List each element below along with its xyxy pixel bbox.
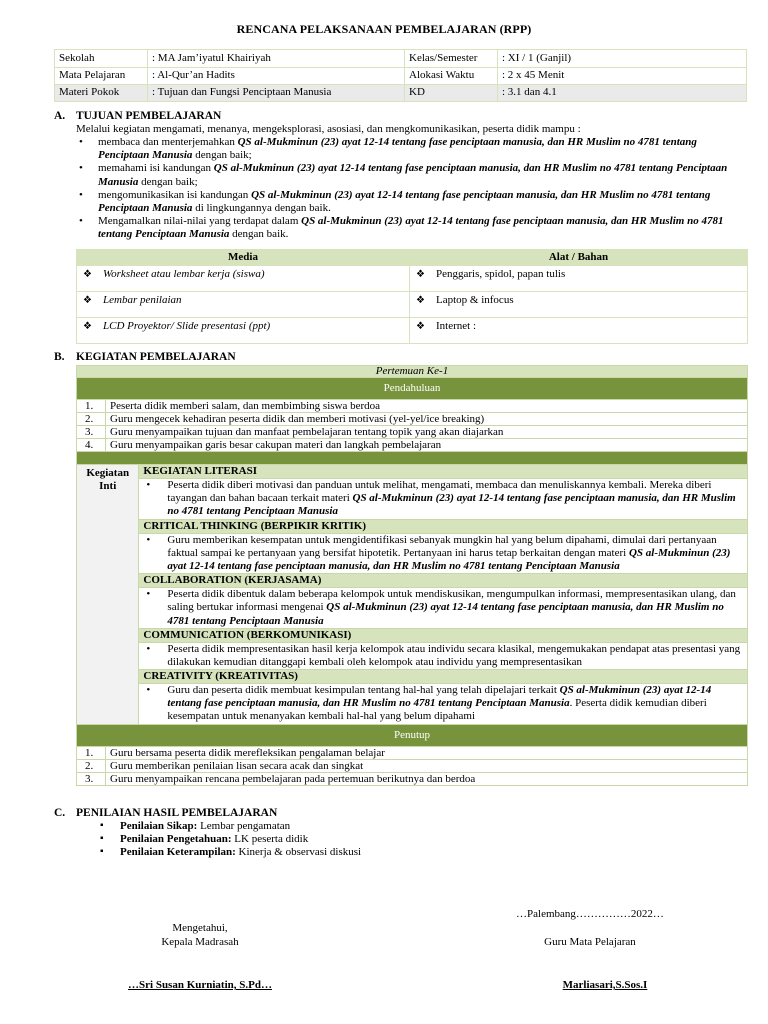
diamond-bullet-icon: ❖ [416,295,425,307]
info-label: Sekolah [55,50,148,68]
inti-subheading: KEGIATAN LITERASI [139,465,748,479]
media-row [77,318,748,344]
info-row [55,50,747,68]
info-label: KD [405,85,498,102]
section-title: TUJUAN PEMBELAJARAN [76,110,222,122]
info-label: Materi Pokok [55,85,148,102]
diamond-bullet-icon: ❖ [416,269,425,281]
penutup-row: 2. Guru memberikan penilaian lisan secara acak dan singkat [77,759,748,772]
meeting-label: Pertemuan Ke-1 [77,366,748,378]
inti-label: Kegiatan Inti [77,465,139,725]
section-title: KEGIATAN PEMBELAJARAN [76,351,236,363]
inti-description: • Guru dan peserta didik membuat kesimpulan tentang hal-hal yang telah dipelajari terkait QS al-Mukminun (23) ayat 12-14 tentang fase penciptaan manusia, dan HR Muslim no 4781 tentang Penciptaan Manusia. Peserta didik kemudian diberi kesempatan untuk menanyakan kembali hal-hal yang belum dipahami [139,684,748,725]
section-b-heading [54,351,236,365]
info-value: : 2 x 45 Menit [498,68,747,85]
info-label: Kelas/Semester [405,50,498,68]
info-label: Alokasi Waktu [405,68,498,85]
inti-subheading: COMMUNICATION (BERKOMUNIKASI) [139,628,748,642]
info-value: : Al-Qur’an Hadits [148,68,405,85]
assessment-item: ▪ Penilaian Pengetahuan: LK peserta didik [98,833,748,846]
section-letter: A. [54,110,66,122]
assessment-item: ▪ Penilaian Sikap: Lembar pengamatan [98,820,748,833]
media-header: Media [77,250,410,266]
penutup-band: Penutup [77,724,748,746]
diamond-bullet-icon: ❖ [83,321,92,333]
acknowledge-label: Mengetahui, [172,922,228,934]
info-row [55,68,747,85]
info-value: : MA Jam’iyatul Khairiyah [148,50,405,68]
inti-subheading: CREATIVITY (KREATIVITAS) [139,670,748,684]
objective-item: • mengomunikasikan isi kandungan QS al-Mukminun (23) ayat 12-14 tentang fase penciptaan manusia, dan HR Muslim no 4781 tentang Penciptaan Manusia di lingkungannya dengan baik. [76,189,748,215]
pendahuluan-band: Pendahuluan [77,378,748,400]
section-title: PENILAIAN HASIL PEMBELAJARAN [76,807,278,819]
principal-name: …Sri Susan Kurniatin, S.Pd… [128,979,272,991]
section-letter: B. [54,351,65,363]
media-table [76,249,748,344]
pendahuluan-row: 3. Guru menyampaikan tujuan dan manfaat pembelajaran tentang topik yang akan diajarkan [77,426,748,439]
pendahuluan-row: 1. Peserta didik memberi salam, dan membimbing siswa berdoa [77,400,748,413]
diamond-bullet-icon: ❖ [83,295,92,307]
objectives-list [76,136,748,242]
objectives-intro: Melalui kegiatan mengamati, menanya, mengeksplorasi, asosiasi, dan mengkomunikasikan, peserta didik mampu : [76,123,581,135]
principal-title: Kepala Madrasah [161,936,239,948]
teacher-title: Guru Mata Pelajaran [544,936,636,948]
media-item: Worksheet atau lembar kerja (siswa) [103,268,265,281]
inti-description: • Peserta didik diberi motivasi dan panduan untuk melihat, mengamati, membaca dan menuliskannya kembali. Mereka diberi tayangan dan bahan bacaan terkait materi QS al-Mukminun (23) ayat 12-14 tentang fase penciptaan manusia, dan HR Muslim no 4781 tentang Penciptaan Manusia [139,479,748,520]
media-row [77,292,748,318]
inti-description: • Guru memberikan kesempatan untuk mengidentifikasi sebanyak mungkin hal yang belum dipahami, dimulai dari pertanyaan faktual sampai ke pertanyaan yang bersifat hipotetik. Pertanyaan ini harus tetap berkaitan dengan materi QS al-Mukminun (23) ayat 12-14 tentang fase penciptaan manusia, dan HR Muslim no 4781 tentang Penciptaan Manusia [139,533,748,574]
alat-item: Internet : [436,320,477,333]
info-value: : XI / 1 (Ganjil) [498,50,747,68]
info-value: : Tujuan dan Fungsi Penciptaan Manusia [148,85,405,102]
info-table [54,49,747,102]
alat-item: Penggaris, spidol, papan tulis [436,268,566,281]
diamond-bullet-icon: ❖ [83,269,92,281]
inti-description: • Peserta didik dibentuk dalam beberapa kelompok untuk mendiskusikan, mengumpulkan informasi, mempresentasikan ulang, dan saling bertukar informasi mengenai QS al-Mukminun (23) ayat 12-14 tentang fase penciptaan manusia, dan HR Muslim no 4781 tentang Penciptaan Manusia [139,588,748,629]
info-label: Mata Pelajaran [55,68,148,85]
media-item: LCD Proyektor/ Slide presentasi (ppt) [103,320,271,333]
teacher-name: Marliasari,S.Sos.I [562,979,648,991]
pendahuluan-row: 4. Guru menyampaikan garis besar cakupan materi dan langkah pembelajaran [77,439,748,452]
place-date: …Palembang……………2022… [516,908,664,920]
pendahuluan-row: 2. Guru mengecek kehadiran peserta didik dan memberi motivasi (yel-yel/ice breaking) [77,413,748,426]
inti-subheading: CRITICAL THINKING (BERPIKIR KRITIK) [139,519,748,533]
alat-item: Laptop & infocus [436,294,514,307]
objective-item: • memahami isi kandungan QS al-Mukminun (23) ayat 12-14 tentang fase penciptaan manusia, dan HR Muslim no 4781 tentang Penciptaan Manusia dengan baik; [76,162,748,188]
penutup-row: 1. Guru bersama peserta didik merefleksikan pengalaman belajar [77,746,748,759]
media-item: Lembar penilaian [103,294,182,307]
section-c-heading [54,807,277,821]
section-a-heading [54,110,221,124]
inti-subheading: COLLABORATION (KERJASAMA) [139,574,748,588]
inti-description: • Peserta didik mempresentasikan hasil kerja kelompok atau individu secara klasikal, mengemukakan pendapat atas presentasi yang dilakukan kemudian ditanggapi kembali oleh kelompok atau individu yang mempresentasikan [139,642,748,669]
alat-header: Alat / Bahan [410,250,748,266]
divider-band [77,452,748,465]
info-row [55,85,747,102]
activities-table [76,365,748,786]
media-row [77,266,748,292]
document-title: RENCANA PELAKSANAAN PEMBELAJARAN (RPP) [236,22,532,36]
penutup-row: 3. Guru menyampaikan rencana pembelajaran pada pertemuan berikutnya dan berdoa [77,772,748,785]
section-letter: C. [54,807,66,819]
diamond-bullet-icon: ❖ [416,321,425,333]
assessment-item: ▪ Penilaian Keterampilan: Kinerja & observasi diskusi [98,846,748,859]
objective-item: • Mengamalkan nilai-nilai yang terdapat dalam QS al-Mukminun (23) ayat 12-14 tentang fase penciptaan manusia, dan HR Muslim no 4781 tentang Penciptaan Manusia dengan baik. [76,215,748,241]
assessment-list [98,820,748,860]
objective-item: • membaca dan menterjemahkan QS al-Mukminun (23) ayat 12-14 tentang fase penciptaan manusia, dan HR Muslim no 4781 tentang Penciptaan Manusia dengan baik; [76,136,748,162]
info-value: : 3.1 dan 4.1 [498,85,747,102]
